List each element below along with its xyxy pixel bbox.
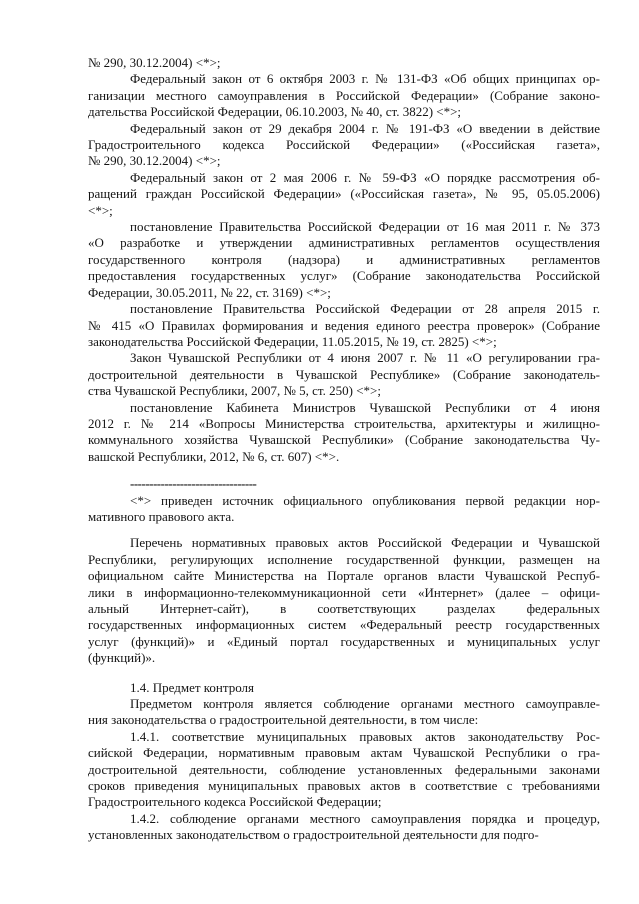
text-line: достроительной деятельности, соблюдение установленных федеральными законами bbox=[88, 761, 600, 777]
item-1-4-1 bbox=[88, 729, 600, 811]
text-line: лики в информационно-телекоммуникационной сети «Интернет» (далее – офици- bbox=[88, 584, 600, 600]
text-line: Градостроительного кодекса Российской Федерации; bbox=[88, 794, 382, 810]
text-line: постановление Правительства Российской Федерации от 28 апреля 2015 г. bbox=[130, 301, 600, 317]
text-line: государственных информационных систем «Федеральный реестр государственных bbox=[88, 617, 600, 633]
text-line: мативного правового акта. bbox=[88, 508, 235, 524]
text-line: Федерации, 30.05.2011, № 22, ст. 3169) <*>; bbox=[88, 284, 331, 300]
subject-intro-paragraph bbox=[88, 696, 600, 729]
text-line: постановление Кабинета Министров Чувашской Республики от 4 июня bbox=[130, 399, 600, 415]
text-line: № 415 «О Правилах формирования и ведения единого реестра проверок» (Собрание bbox=[88, 317, 600, 333]
text-line: ганизации местного самоуправления в Российской Федерации» (Собрание законо- bbox=[88, 87, 600, 103]
text-line: Республики, регулирующих исполнение государственной функции, размещен на bbox=[88, 551, 600, 567]
text-line: предоставления государственных услуг» (Собрание законодательства Российской bbox=[88, 268, 600, 284]
text-line: 1.4. Предмет контроля bbox=[130, 679, 255, 695]
text-line: № 290, 30.12.2004) <*>; bbox=[88, 55, 221, 70]
text-line: вашской Республики, 2012, № 6, ст. 607) <*>. bbox=[88, 448, 340, 464]
text-line: Федеральный закон от 2 мая 2006 г. № 59-ФЗ «О порядке рассмотрения об- bbox=[130, 169, 600, 185]
text-line: ращений граждан Российской Федерации» («Российская газета», № 95, 05.05.2006) bbox=[88, 186, 600, 202]
text-line: дательства Российской Федерации, 06.10.2003, № 40, ст. 3822) <*>; bbox=[88, 104, 462, 120]
text-line: Федеральный закон от 6 октября 2003 г. № 131-ФЗ «Об общих принципах ор- bbox=[130, 71, 600, 87]
item-1-4-2 bbox=[88, 811, 600, 844]
text-line: № 290, 30.12.2004) <*>; bbox=[88, 153, 221, 169]
law-reference-131-fz bbox=[88, 71, 600, 120]
text-line: ства Чувашской Республики, 2007, № 5, ст. 250) <*>; bbox=[88, 383, 381, 399]
text-line: «О разработке и утверждении административных регламентов осуществления bbox=[88, 235, 600, 251]
registry-paragraph bbox=[88, 535, 600, 666]
text-line: (функций)». bbox=[88, 650, 156, 666]
law-reference-191-fz bbox=[88, 121, 600, 170]
text-line: коммунального хозяйства Чувашской Республики» (Собрание законодательства Чу- bbox=[88, 432, 600, 448]
text-line: Предметом контроля является соблюдение органами местного самоуправле- bbox=[130, 696, 600, 712]
chuvash-law-11 bbox=[88, 350, 600, 399]
text-line: альный Интернет-сайт), в соответствующих разделах федеральных bbox=[88, 601, 600, 616]
document-text-block bbox=[88, 55, 600, 844]
text-line: <*> приведен источник официального опубликования первой редакции нор- bbox=[130, 492, 600, 508]
text-line: 1.4.1. соответствие муниципальных правовых актов законодательству Рос- bbox=[130, 728, 600, 744]
text-line: --------------------------------- bbox=[130, 476, 257, 492]
decree-373 bbox=[88, 219, 600, 301]
section-heading-1-4 bbox=[88, 680, 600, 696]
text-line: законодательства Российской Федерации, 11.05.2015, № 19, ст. 2825) <*>; bbox=[88, 333, 497, 349]
text-line: сроков приведения муниципальных правовых актов в соответствие с требованиями bbox=[88, 778, 600, 794]
text-line: государственного контроля (надзора) и административных регламентов bbox=[88, 251, 600, 267]
text-line: 1.4.2. соблюдение органами местного самоуправления порядка и процедур, bbox=[130, 810, 600, 826]
footnote-text bbox=[88, 493, 600, 526]
text-line: ния законодательства о градостроительной деятельности, в том числе: bbox=[88, 712, 479, 728]
text-line: сийской Федерации, нормативным правовым актам Чувашской Республики о гра- bbox=[88, 745, 600, 761]
chuvash-decree-214 bbox=[88, 400, 600, 466]
text-line: Федеральный закон от 29 декабря 2004 г. № 191-ФЗ «О введении в действие bbox=[130, 120, 600, 136]
text-line: 2012 г. № 214 «Вопросы Министерства строительства, архитектуры и жилищно- bbox=[88, 415, 600, 431]
footnote-separator bbox=[88, 476, 600, 492]
text-line: Перечень нормативных правовых актов Российской Федерации и Чувашской bbox=[130, 535, 600, 551]
text-line: <*>; bbox=[88, 202, 113, 218]
text-line: установленных законодательством о градостроительной деятельности для подго- bbox=[88, 827, 539, 843]
text-line: услуг (функций)» и «Единый портал государственных и муниципальных услуг bbox=[88, 633, 600, 649]
decree-415 bbox=[88, 301, 600, 350]
text-line: достроительной деятельности в Чувашской Республике» (Собрание законодатель- bbox=[88, 366, 600, 382]
continuation-line bbox=[88, 55, 600, 71]
text-line: Градостроительного кодекса Российской Федерации» («Российская газета», bbox=[88, 137, 600, 153]
text-line: Закон Чувашской Республики от 4 июня 2007 г. № 11 «О регулировании гра- bbox=[130, 350, 600, 366]
law-reference-59-fz bbox=[88, 170, 600, 219]
text-line: официальном сайте Министерства на Портале органов власти Чувашской Респуб- bbox=[88, 568, 600, 584]
text-line: постановление Правительства Российской Федерации от 16 мая 2011 г. № 373 bbox=[130, 219, 600, 235]
